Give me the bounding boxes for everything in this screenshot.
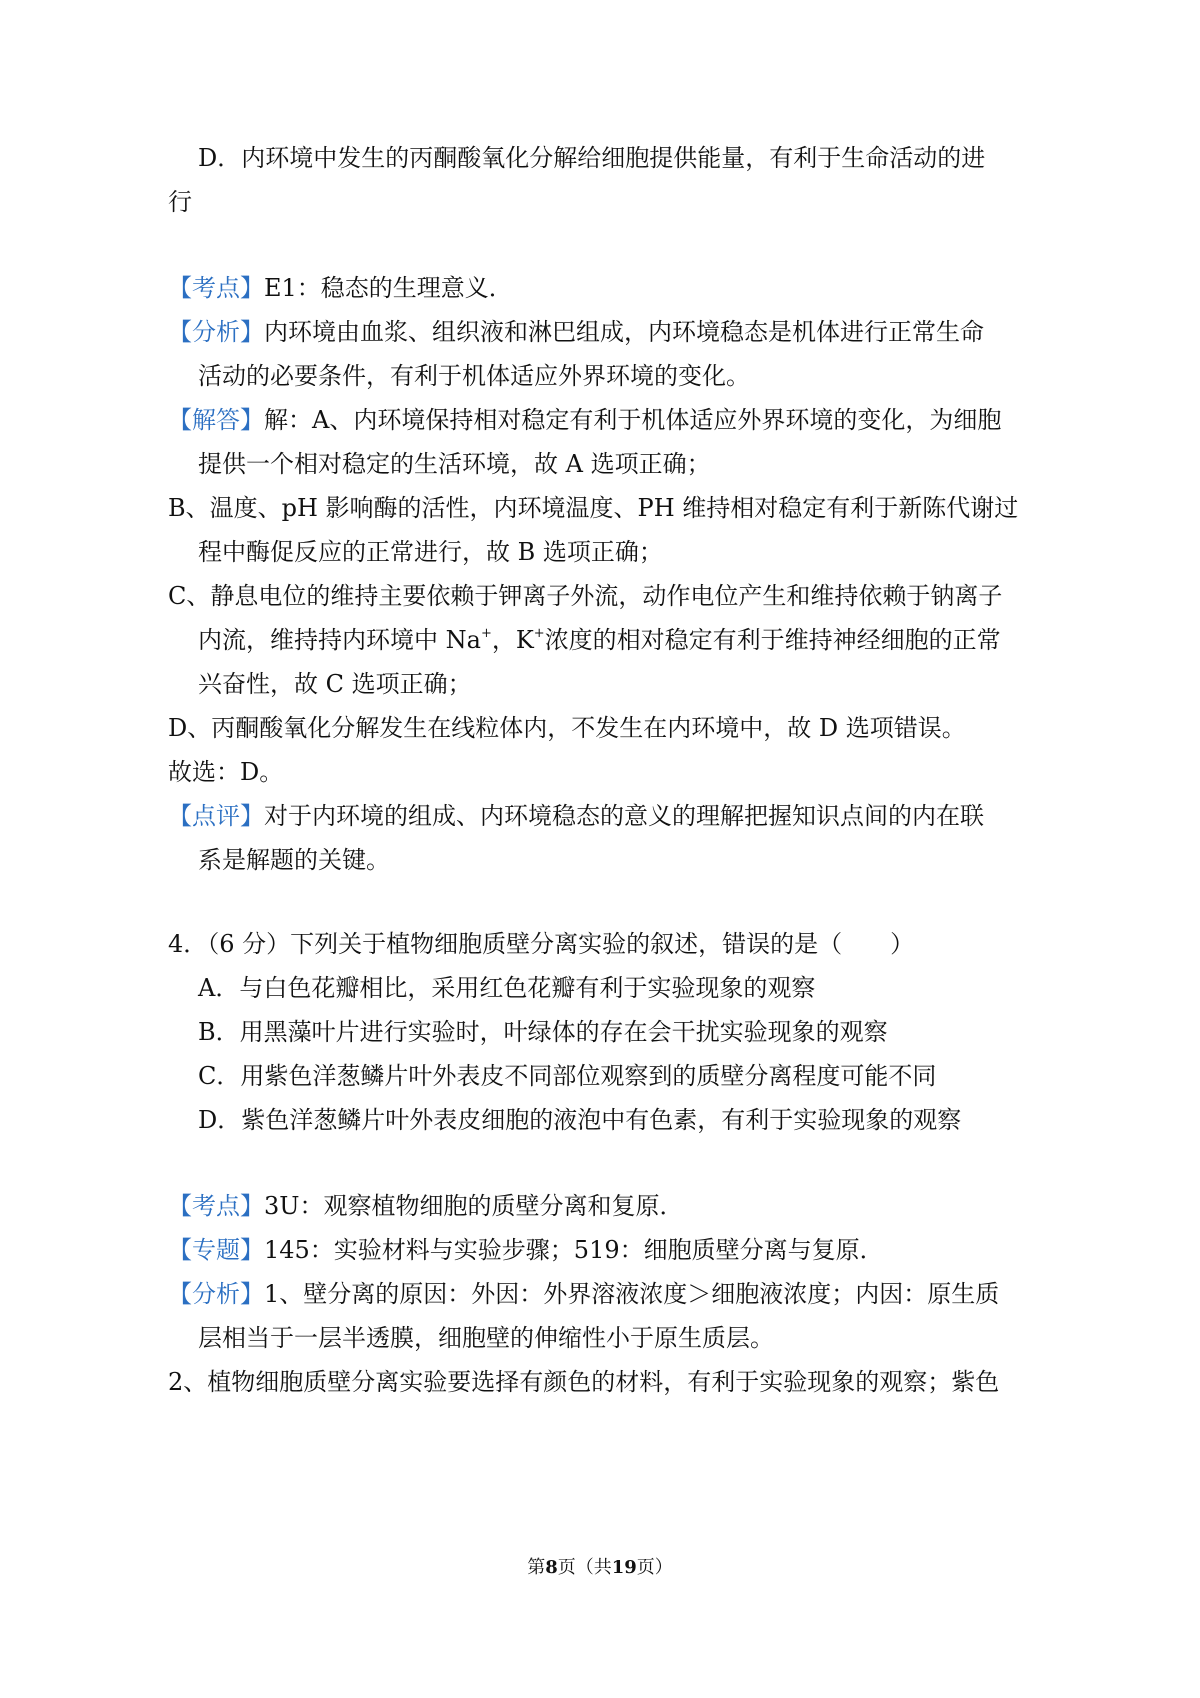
k-charge: +	[533, 626, 545, 641]
q3-d-line: D、丙酮酸氧化分解发生在线粒体内，不发生在内环境中，故 D 选项错误。	[168, 714, 966, 742]
footer-middle: 页（共	[557, 1557, 612, 1578]
q3-b-line1: B、温度、pH 影响酶的活性，内环境温度、PH 维持相对稳定有利于新陈代谢过	[168, 494, 1019, 522]
q3-c-line1: C、静息电位的维持主要依赖于钾离子外流，动作电位产生和维持依赖于钠离子	[168, 582, 1003, 610]
footer-prefix: 第	[527, 1557, 546, 1578]
q4-kaodian	[168, 1190, 684, 1222]
footer-suffix: 页）	[636, 1557, 673, 1578]
page-footer	[0, 1556, 1200, 1580]
q4-option-d: D．紫色洋葱鳞片叶外表皮细胞的液泡中有色素，有利于实验现象的观察	[198, 1106, 962, 1134]
q3-fenxi	[168, 316, 984, 348]
q4-fenxi	[168, 1278, 999, 1310]
fenxi-line1: 1、壁分离的原因：外因：外界溶液浓度＞细胞液浓度；内因：原生质	[264, 1280, 1000, 1308]
q3-b-line2: 程中酶促反应的正常进行，故 B 选项正确；	[198, 538, 663, 566]
current-page-number: 8	[545, 1557, 558, 1578]
q3-dianping-line2: 系是解题的关键。	[198, 846, 390, 874]
kaodian-text: E1：稳态的生理意义．	[264, 274, 513, 302]
dianping-line1: 对于内环境的组成、内环境稳态的意义的理解把握知识点间的内在联	[264, 802, 984, 830]
na-charge: +	[480, 626, 492, 641]
q3-fenxi-line2: 活动的必要条件，有利于机体适应外界环境的变化。	[198, 362, 750, 390]
jieda-tag: 【解答】	[168, 406, 264, 434]
q3-c-line3: 兴奋性，故 C 选项正确；	[198, 670, 472, 698]
zhuanti-text: 145：实验材料与实验步骤；519：细胞质壁分离与复原．	[264, 1236, 884, 1264]
q3-dianping	[168, 800, 984, 832]
q3-kaodian	[168, 272, 513, 304]
kaodian-tag: 【考点】	[168, 274, 264, 302]
q3-c-line2	[198, 624, 1001, 656]
kaodian-tag: 【考点】	[168, 1192, 264, 1220]
q4-stem: 4．（6 分）下列关于植物细胞质壁分离实验的叙述，错误的是（ ）	[168, 930, 915, 958]
q3-jieda	[168, 404, 1001, 436]
prev-option-d-line1: D．内环境中发生的丙酮酸氧化分解给细胞提供能量，有利于生命活动的进	[198, 144, 986, 172]
q4-fenxi-line2: 层相当于一层半透膜，细胞壁的伸缩性小于原生质层。	[198, 1324, 774, 1352]
q4-zhuanti	[168, 1234, 884, 1266]
q4-option-c: C．用紫色洋葱鳞片叶外表皮不同部位观察到的质壁分离程度可能不同	[198, 1062, 937, 1090]
q4-option-a: A．与白色花瓣相比，采用红色花瓣有利于实验现象的观察	[198, 974, 816, 1002]
q3-answer: 故选：D。	[168, 758, 284, 786]
c-line2-part-a: 内流，维持持内环境中 Na	[198, 626, 481, 654]
fenxi-tag: 【分析】	[168, 318, 264, 346]
prev-option-d-line2: 行	[168, 188, 192, 216]
q4-option-b: B．用黑藻叶片进行实验时，叶绿体的存在会干扰实验现象的观察	[198, 1018, 888, 1046]
jieda-line1: 解：A、内环境保持相对稳定有利于机体适应外界环境的变化，为细胞	[264, 406, 1002, 434]
q4-point2-line1: 2、植物细胞质壁分离实验要选择有颜色的材料，有利于实验现象的观察；紫色	[168, 1368, 1000, 1396]
zhuanti-tag: 【专题】	[168, 1236, 264, 1264]
fenxi-tag: 【分析】	[168, 1280, 264, 1308]
q3-jieda-line2: 提供一个相对稳定的生活环境，故 A 选项正确；	[198, 450, 711, 478]
total-pages-number: 19	[611, 1557, 637, 1578]
fenxi-line1: 内环境由血浆、组织液和淋巴组成，内环境稳态是机体进行正常生命	[264, 318, 984, 346]
kaodian-text: 3U：观察植物细胞的质壁分离和复原．	[264, 1192, 684, 1220]
c-line2-part-b: ，K	[491, 626, 534, 654]
c-line2-part-c: 浓度的相对稳定有利于维持神经细胞的正常	[544, 626, 1001, 654]
dianping-tag: 【点评】	[168, 802, 264, 830]
